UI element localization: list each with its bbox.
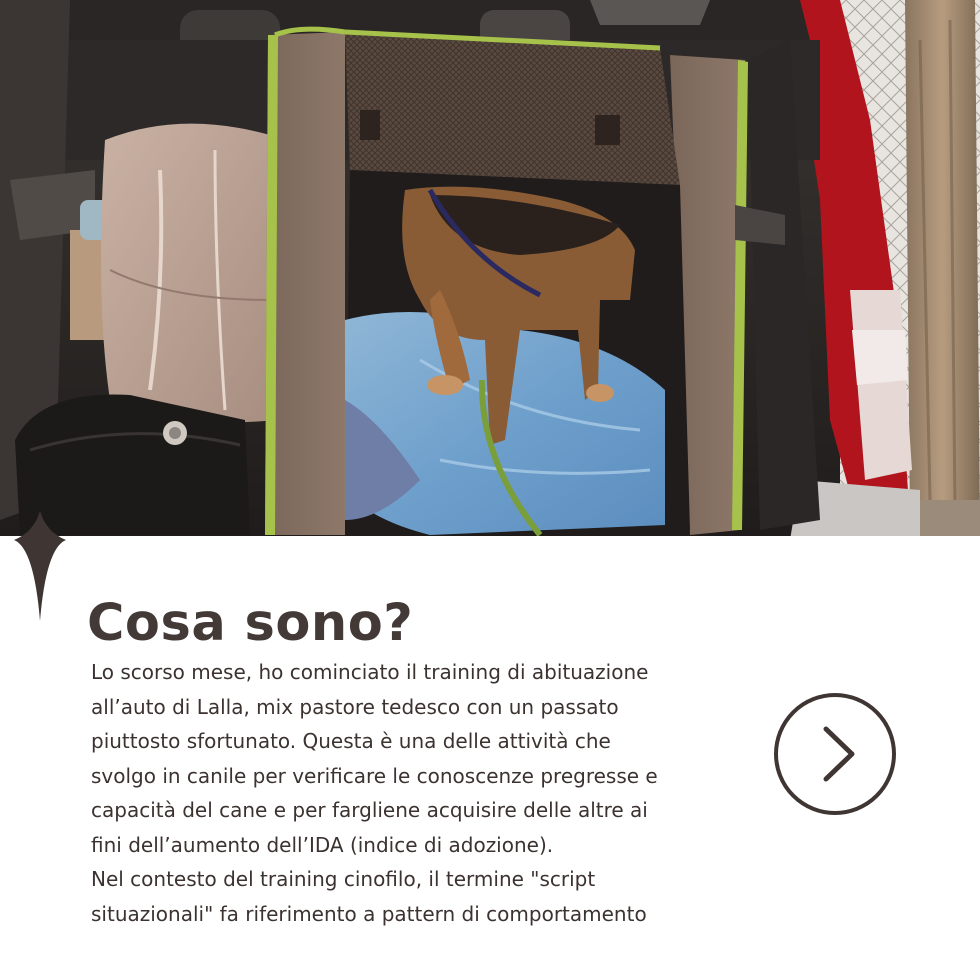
body-line: Lo scorso mese, ho cominciato il training di abituazione	[91, 660, 649, 684]
body-paragraph	[91, 655, 731, 931]
body-line: capacità del cane e per fargliene acquisire delle altre ai	[91, 798, 648, 822]
body-line: fini dell’aumento dell’IDA (indice di adozione).	[91, 832, 554, 857]
body-line: svolgo in canile per verificare le conoscenze pregresse e	[91, 763, 658, 788]
body-line: Nel contesto del training cinofilo, il termine "script	[91, 867, 596, 891]
body-line: situazionali" fa riferimento a pattern di comportamento	[91, 901, 647, 926]
chevron-right-icon	[778, 697, 892, 811]
body-line: piuttosto sfortunato. Questa è una delle attività che	[91, 729, 611, 753]
next-slide-button[interactable]	[774, 693, 896, 815]
page-title: Cosa sono?	[87, 594, 414, 653]
sparkle-icon	[0, 496, 90, 636]
body-line: all’auto di Lalla, mix pastore tedesco con un passato	[91, 694, 619, 719]
